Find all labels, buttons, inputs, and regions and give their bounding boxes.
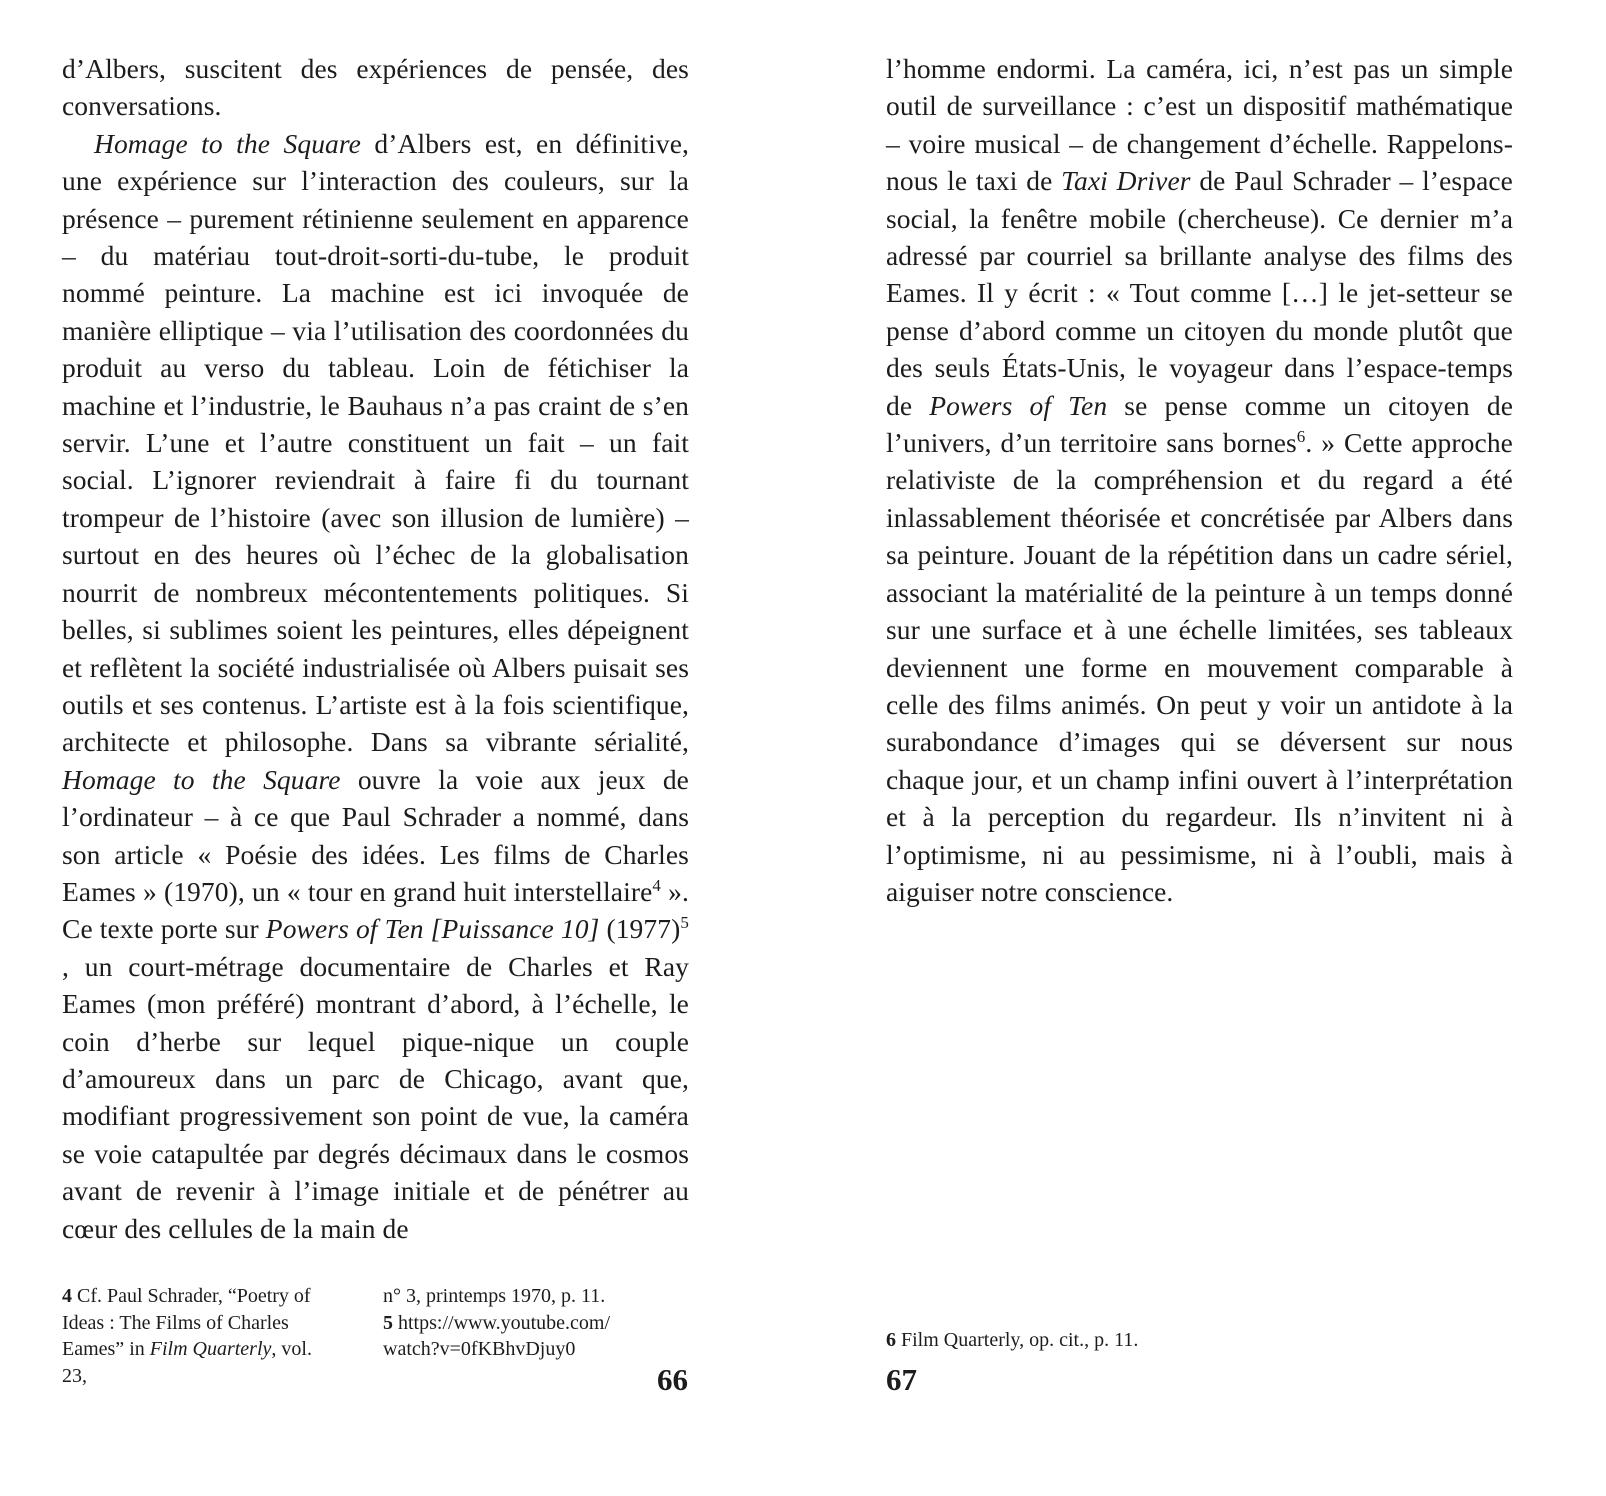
page-number-66: 66 — [657, 1362, 688, 1397]
paragraph-fragment: d’Albers, suscitent des expériences de pensée, des conversations. — [62, 53, 689, 122]
body-text-right — [886, 50, 1513, 910]
footnotes-right — [886, 1327, 1512, 1354]
footnote-4: 4 Cf. Paul Schrader, “Poetry of Ideas : The Films of Charles Eames” in Film Quarterly, vol. 23, — [62, 1285, 312, 1387]
page-67 — [803, 0, 1606, 1496]
footnote-5: n° 3, printemps 1970, p. 11. 5 https://www.youtube.com/ watch?v=0fKBhvDjuy0 — [383, 1285, 611, 1360]
body-text-left — [62, 50, 689, 1247]
paragraph-main-right: l’homme endormi. La caméra, ici, n’est pas un simple outil de surveillance : c’est un dispositif mathématique – voire musical – de changement d’échelle. Rappelons-nous le taxi de Taxi Driver de Paul Schrader – l’espace social, la fenêtre mobile (chercheuse). Ce dernier m’a adressé par courriel sa brillante analyse des films des Eames. Il y écrit : « Tout comme […] le jet-setteur se pense d’abord comme un citoyen du monde plutôt que des seuls États-Unis, le voyageur dans l’espace-temps de Powers of Ten se pense comme un citoyen de l’univers, d’un territoire sans bornes$^6$. » Cette approche relativiste de la compréhension et du regard a été inlassablement théorisée et concrétisée par Albers dans sa peinture. Jouant de la répétition dans un cadre sériel, associant la matérialité de la peinture à un temps donné sur une surface et à une échelle limitées, ses tableaux deviennent une forme en mouvement comparable à celle des films animés. On peut y voir un antidote à la surabondance d’images qui se déversent sur nous chaque jour, et un champ infini ouvert à l’interprétation et à la perception du regardeur. Ils n’invitent ni à l’optimisme, ni au pessimisme, ni à l’oubli, mais à aiguiser notre conscience. — [886, 53, 1513, 907]
footnote-6: 6 Film Quarterly, op. cit., p. 11. — [886, 1329, 1139, 1351]
paragraph-main-left: Homage to the Square d’Albers est, en définitive, une expérience sur l’interaction des couleurs, sur la présence – purement rétinienne seulement en apparence – du matériau tout-droit-sorti-du-tube, le produit nommé peinture. La machine est ici invoquée de manière elliptique – via l’utilisation des coordonnées du produit au verso du tableau. Loin de fétichiser la machine et l’industrie, le Bauhaus n’a pas craint de s’en servir. L’une et l’autre constituent un fait – un fait social. L’ignorer reviendrait à faire fi du tournant trompeur de l’histoire (avec son illusion de lumière) – surtout en des heures où l’échec de la globalisation nourrit de nombreux mécontentements politiques. Si belles, si sublimes soient les peintures, elles dépeignent et reflètent la société industrialisée où Albers puisait ses outils et ses contenus. L’artiste est à la fois scientifique, architecte et philosophe. Dans sa vibrante sérialité, Homage to the Square ouvre la voie aux jeux de l’ordinateur – à ce que Paul Schrader a nommé, dans son article « Poésie des idées. Les films de Charles Eames » (1970), un « tour en grand huit interstellaire$^4$ ». Ce texte porte sur Powers of Ten [Puissance 10] $(1977)^5$ , un court-métrage documentaire de Charles et Ray Eames (mon préféré) montrant d’abord, à l’échelle, le coin d’herbe sur lequel pique-nique un couple d’amoureux dans un parc de Chicago, avant que, modifiant progressivement son point de vue, la caméra se voie catapultée par degrés décimaux dans le cosmos avant de revenir à l’image initiale et de pénétrer au cœur des cellules de la main de — [62, 127, 689, 1244]
page-number-67: 67 — [886, 1362, 917, 1397]
